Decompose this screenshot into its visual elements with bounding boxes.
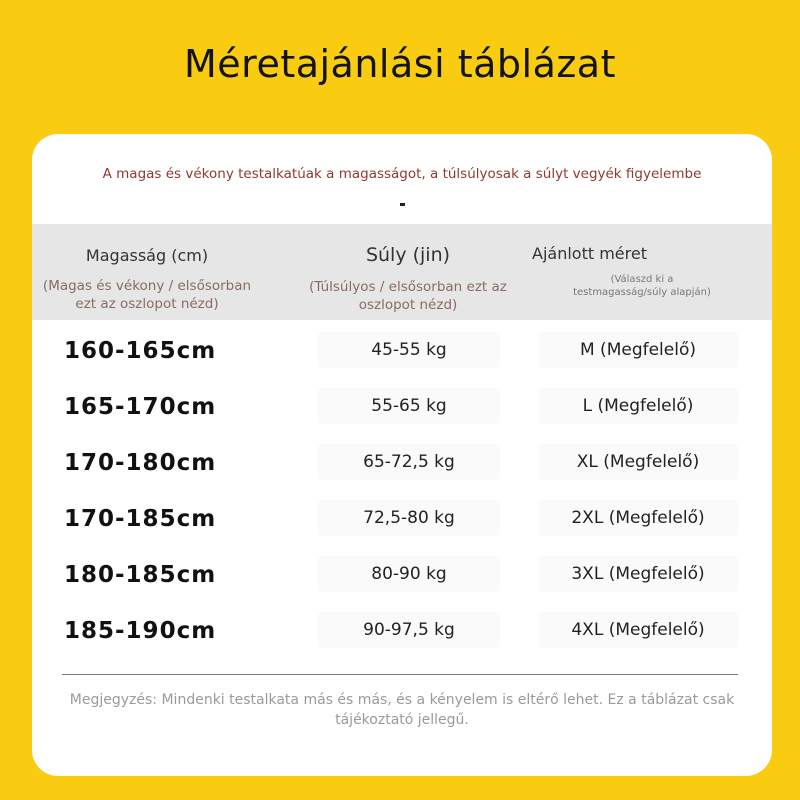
table-header [32,224,772,320]
header-size-label: Ajánlott méret [532,244,647,263]
weight-cell: 55-65 kg [318,388,500,424]
weight-cell: 90-97,5 kg [318,612,500,648]
table-row [32,492,772,548]
size-cell: 2XL (Megfelelő) [538,500,738,536]
page-title: Méretajánlási táblázat [183,42,616,86]
header-weight-label: Súly (jin) [365,244,451,266]
height-cell: 180-185cm [64,562,217,588]
header-weight-hint: (Túlsúlyos / elsősorban ezt az oszlopot nézd) [309,279,507,313]
bottom-note: Megjegyzés: Mindenki testalkata más és más, és a kényelem is eltérő lehet. Ez a táblázat csak tájékoztató jellegű. [69,692,735,728]
height-cell: 170-180cm [64,450,217,476]
header-size-hint: (Válaszd ki a testmagasság/súly alapján) [573,274,711,298]
height-cell: 185-190cm [64,618,217,644]
table-row [32,604,772,660]
size-cell: L (Megfelelő) [538,388,738,424]
table-row [32,380,772,436]
size-cell: XL (Megfelelő) [538,444,738,480]
height-cell: 160-165cm [64,338,217,364]
height-cell: 165-170cm [64,394,217,420]
header-height [42,246,252,313]
header-weight [302,244,514,314]
divider [62,674,738,675]
table-row [32,324,772,380]
header-size [532,244,732,299]
weight-cell: 65-72,5 kg [318,444,500,480]
size-cell: 4XL (Megfelelő) [538,612,738,648]
header-height-label: Magasság (cm) [85,246,209,265]
table-row [32,548,772,604]
header-height-hint: (Magas és vékony / elsősorban ezt az oszlopot nézd) [42,278,252,312]
table-body [32,324,772,660]
top-note: A magas és vékony testalkatúak a magasságot, a túlsúlyosak a súlyt vegyék figyelembe [102,166,702,182]
size-cell: M (Megfelelő) [538,332,738,368]
weight-cell: 80-90 kg [318,556,500,592]
table-row [32,436,772,492]
weight-cell: 45-55 kg [318,332,500,368]
height-cell: 170-185cm [64,506,217,532]
size-chart-card [32,134,772,776]
decorative-dot [400,203,405,206]
weight-cell: 72,5-80 kg [318,500,500,536]
size-cell: 3XL (Megfelelő) [538,556,738,592]
